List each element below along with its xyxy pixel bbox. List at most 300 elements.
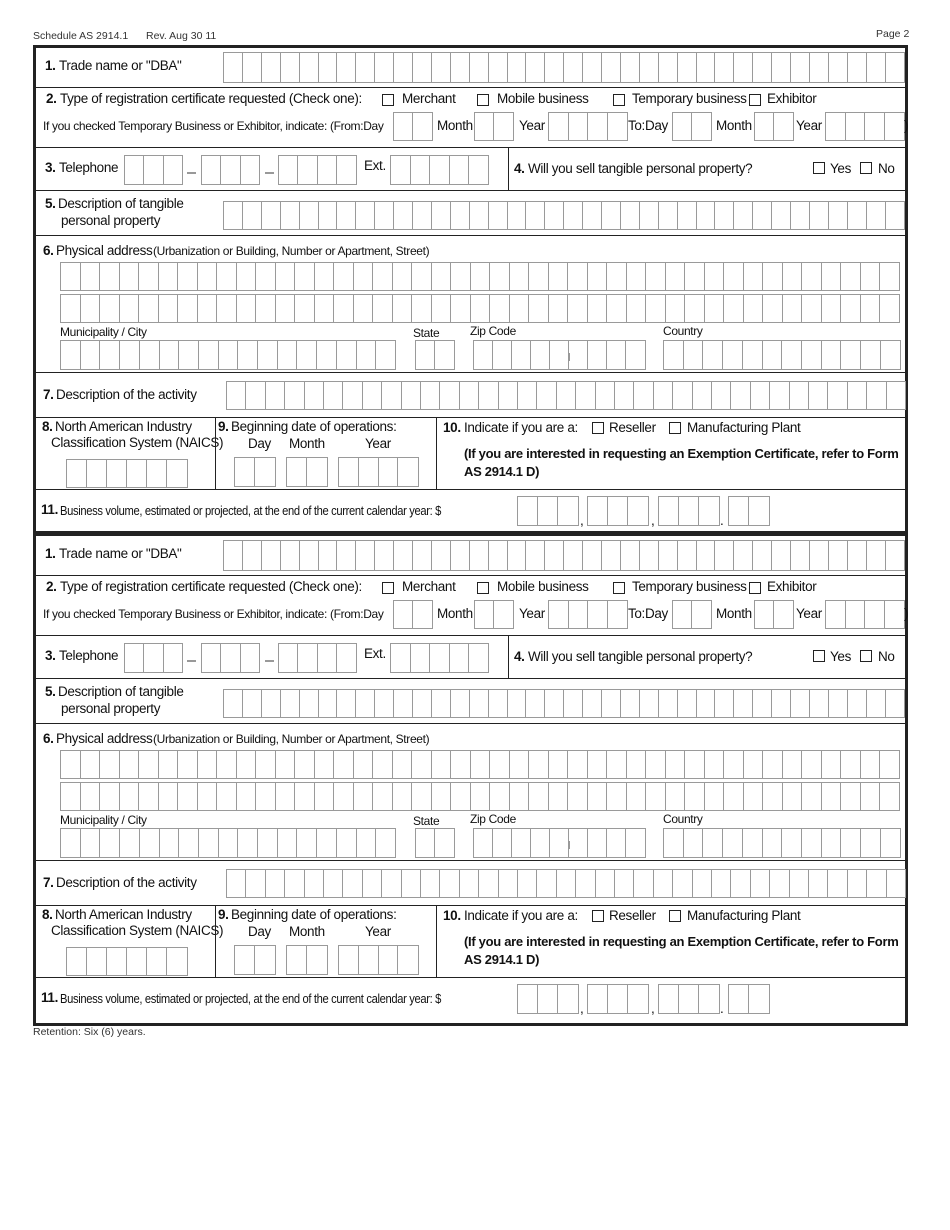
trade-name-box[interactable]	[261, 52, 281, 83]
address-line-2-box[interactable]	[216, 294, 237, 323]
activity-description-box[interactable]	[323, 381, 344, 410]
tangible-description-box[interactable]	[847, 689, 867, 718]
address-line-2-box[interactable]	[470, 782, 491, 811]
activity-description-box[interactable]	[730, 869, 751, 898]
address-line-1-box[interactable]	[548, 262, 569, 291]
municipality-box[interactable]	[237, 828, 258, 858]
zip-box[interactable]	[606, 828, 627, 858]
address-line-1-box[interactable]	[821, 750, 842, 779]
trade-name-box[interactable]	[450, 540, 470, 571]
country-box[interactable]	[702, 828, 723, 858]
country-box[interactable]	[821, 340, 842, 370]
to-month-box[interactable]	[754, 112, 775, 141]
country-box[interactable]	[781, 828, 802, 858]
activity-description-box[interactable]	[478, 869, 499, 898]
beginning-year-box[interactable]	[358, 457, 379, 487]
municipality-box[interactable]	[159, 340, 180, 370]
zip-box[interactable]	[530, 340, 551, 370]
tangible-description-box[interactable]	[752, 689, 772, 718]
address-line-2-box[interactable]	[528, 782, 549, 811]
tangible-description-box[interactable]	[223, 201, 243, 230]
beginning-year-box[interactable]	[338, 457, 359, 487]
to-year-box[interactable]	[884, 112, 905, 141]
municipality-box[interactable]	[218, 340, 239, 370]
phone-ext-box[interactable]	[429, 643, 450, 673]
naics-box[interactable]	[126, 459, 148, 488]
from-day-box[interactable]	[412, 112, 433, 141]
trade-name-box[interactable]	[809, 52, 829, 83]
activity-description-box[interactable]	[866, 869, 887, 898]
address-line-1-box[interactable]	[431, 750, 452, 779]
trade-name-box[interactable]	[469, 52, 489, 83]
from-year-box[interactable]	[587, 600, 608, 629]
trade-name-box[interactable]	[525, 52, 545, 83]
activity-description-box[interactable]	[633, 381, 654, 410]
activity-description-box[interactable]	[692, 381, 713, 410]
address-line-1-box[interactable]	[158, 750, 179, 779]
municipality-box[interactable]	[198, 828, 219, 858]
trade-name-box[interactable]	[242, 540, 262, 571]
address-line-1-box[interactable]	[704, 262, 725, 291]
trade-name-box[interactable]	[355, 540, 375, 571]
trade-name-box[interactable]	[639, 52, 659, 83]
address-line-2-box[interactable]	[762, 294, 783, 323]
address-line-2-box[interactable]	[489, 782, 510, 811]
country-box[interactable]	[860, 340, 881, 370]
activity-description-box[interactable]	[304, 869, 325, 898]
address-line-1-box[interactable]	[567, 750, 588, 779]
tangible-description-box[interactable]	[885, 201, 905, 230]
from-year-box[interactable]	[607, 112, 628, 141]
address-line-1-box[interactable]	[489, 750, 510, 779]
to-year-box[interactable]	[845, 600, 866, 629]
address-line-2-box[interactable]	[665, 294, 686, 323]
volume-units-box[interactable]	[658, 984, 680, 1014]
trade-name-box[interactable]	[431, 52, 451, 83]
beginning-year-box[interactable]	[378, 457, 399, 487]
address-line-2-box[interactable]	[99, 294, 120, 323]
volume-millions-box[interactable]	[537, 984, 559, 1014]
trade-name-box[interactable]	[714, 52, 734, 83]
address-line-1-box[interactable]	[470, 750, 491, 779]
tangible-description-box[interactable]	[261, 201, 281, 230]
merchant-checkbox[interactable]	[382, 94, 394, 106]
country-box[interactable]	[880, 340, 901, 370]
tangible-description-box[interactable]	[412, 689, 432, 718]
state-box[interactable]	[434, 340, 455, 370]
volume-millions-box[interactable]	[517, 984, 539, 1014]
address-line-1-box[interactable]	[431, 262, 452, 291]
tangible-description-box[interactable]	[658, 201, 678, 230]
activity-description-box[interactable]	[420, 381, 441, 410]
address-line-1-box[interactable]	[587, 750, 608, 779]
temporary-business-checkbox[interactable]	[613, 582, 625, 594]
address-line-1-box[interactable]	[528, 750, 549, 779]
address-line-2-box[interactable]	[801, 782, 822, 811]
address-line-1-box[interactable]	[665, 750, 686, 779]
address-line-1-box[interactable]	[743, 750, 764, 779]
address-line-1-box[interactable]	[333, 750, 354, 779]
trade-name-box[interactable]	[752, 52, 772, 83]
address-line-1-box[interactable]	[99, 262, 120, 291]
activity-description-box[interactable]	[750, 869, 771, 898]
phone-ext-box[interactable]	[449, 643, 470, 673]
yes-checkbox[interactable]	[813, 162, 825, 174]
activity-description-box[interactable]	[323, 869, 344, 898]
tangible-description-box[interactable]	[866, 201, 886, 230]
naics-box[interactable]	[86, 459, 108, 488]
activity-description-box[interactable]	[226, 381, 247, 410]
address-line-2-box[interactable]	[821, 294, 842, 323]
address-line-2-box[interactable]	[177, 782, 198, 811]
tangible-description-box[interactable]	[393, 689, 413, 718]
tangible-description-box[interactable]	[771, 689, 791, 718]
municipality-box[interactable]	[356, 828, 377, 858]
from-year-box[interactable]	[587, 112, 608, 141]
trade-name-box[interactable]	[677, 52, 697, 83]
address-line-2-box[interactable]	[626, 782, 647, 811]
zip-box[interactable]	[473, 340, 494, 370]
trade-name-box[interactable]	[488, 540, 508, 571]
tangible-description-box[interactable]	[318, 689, 338, 718]
address-line-2-box[interactable]	[392, 782, 413, 811]
from-day-box[interactable]	[412, 600, 433, 629]
zip-box[interactable]	[587, 828, 608, 858]
address-line-1-box[interactable]	[138, 750, 159, 779]
activity-description-box[interactable]	[808, 869, 829, 898]
phone-area-box[interactable]	[163, 155, 184, 185]
volume-units-box[interactable]	[678, 496, 700, 526]
address-line-1-box[interactable]	[294, 262, 315, 291]
address-line-1-box[interactable]	[684, 750, 705, 779]
tangible-description-box[interactable]	[318, 201, 338, 230]
address-line-1-box[interactable]	[177, 262, 198, 291]
address-line-2-box[interactable]	[60, 782, 81, 811]
address-line-2-box[interactable]	[411, 782, 432, 811]
trade-name-box[interactable]	[620, 540, 640, 571]
phone-prefix-box[interactable]	[220, 643, 241, 673]
to-day-box[interactable]	[691, 112, 712, 141]
address-line-2-box[interactable]	[333, 782, 354, 811]
zip-box[interactable]	[511, 340, 532, 370]
address-line-1-box[interactable]	[762, 750, 783, 779]
tangible-description-box[interactable]	[374, 201, 394, 230]
from-year-box[interactable]	[568, 600, 589, 629]
address-line-1-box[interactable]	[821, 262, 842, 291]
phone-ext-box[interactable]	[449, 155, 470, 185]
trade-name-box[interactable]	[544, 540, 564, 571]
municipality-box[interactable]	[375, 340, 396, 370]
tangible-description-box[interactable]	[620, 201, 640, 230]
trade-name-box[interactable]	[469, 540, 489, 571]
trade-name-box[interactable]	[866, 52, 886, 83]
tangible-description-box[interactable]	[355, 201, 375, 230]
tangible-description-box[interactable]	[714, 201, 734, 230]
tangible-description-box[interactable]	[223, 689, 243, 718]
to-day-box[interactable]	[672, 600, 693, 629]
country-box[interactable]	[663, 828, 684, 858]
activity-description-box[interactable]	[886, 381, 907, 410]
phone-line-box[interactable]	[317, 643, 338, 673]
tangible-description-box[interactable]	[885, 689, 905, 718]
address-line-2-box[interactable]	[743, 294, 764, 323]
tangible-description-box[interactable]	[752, 201, 772, 230]
trade-name-box[interactable]	[658, 540, 678, 571]
address-line-1-box[interactable]	[333, 262, 354, 291]
address-line-1-box[interactable]	[177, 750, 198, 779]
address-line-2-box[interactable]	[801, 294, 822, 323]
trade-name-box[interactable]	[507, 540, 527, 571]
trade-name-box[interactable]	[393, 540, 413, 571]
from-day-box[interactable]	[393, 600, 414, 629]
tangible-description-box[interactable]	[771, 201, 791, 230]
activity-description-box[interactable]	[517, 869, 538, 898]
phone-line-box[interactable]	[297, 643, 318, 673]
country-box[interactable]	[801, 340, 822, 370]
trade-name-box[interactable]	[355, 52, 375, 83]
address-line-2-box[interactable]	[704, 294, 725, 323]
no-checkbox[interactable]	[860, 162, 872, 174]
address-line-2-box[interactable]	[528, 294, 549, 323]
trade-name-box[interactable]	[450, 52, 470, 83]
country-box[interactable]	[722, 340, 743, 370]
zip-box[interactable]	[625, 340, 646, 370]
address-line-2-box[interactable]	[236, 782, 257, 811]
address-line-2-box[interactable]	[606, 294, 627, 323]
activity-description-box[interactable]	[769, 869, 790, 898]
address-line-2-box[interactable]	[333, 294, 354, 323]
country-box[interactable]	[781, 340, 802, 370]
municipality-box[interactable]	[277, 340, 298, 370]
tangible-description-box[interactable]	[450, 201, 470, 230]
tangible-description-box[interactable]	[393, 201, 413, 230]
address-line-2-box[interactable]	[860, 782, 881, 811]
trade-name-box[interactable]	[336, 540, 356, 571]
activity-description-box[interactable]	[633, 869, 654, 898]
trade-name-box[interactable]	[714, 540, 734, 571]
municipality-box[interactable]	[237, 340, 258, 370]
activity-description-box[interactable]	[866, 381, 887, 410]
trade-name-box[interactable]	[885, 52, 905, 83]
municipality-box[interactable]	[60, 340, 81, 370]
activity-description-box[interactable]	[886, 869, 907, 898]
beginning-month-box[interactable]	[306, 945, 328, 975]
activity-description-box[interactable]	[284, 869, 305, 898]
activity-description-box[interactable]	[362, 381, 383, 410]
address-line-2-box[interactable]	[665, 782, 686, 811]
address-line-1-box[interactable]	[411, 750, 432, 779]
activity-description-box[interactable]	[847, 381, 868, 410]
activity-description-box[interactable]	[284, 381, 305, 410]
activity-description-box[interactable]	[827, 869, 848, 898]
beginning-month-box[interactable]	[286, 457, 308, 487]
naics-box[interactable]	[166, 459, 188, 488]
municipality-box[interactable]	[356, 340, 377, 370]
address-line-2-box[interactable]	[177, 294, 198, 323]
address-line-2-box[interactable]	[431, 294, 452, 323]
address-line-2-box[interactable]	[762, 782, 783, 811]
activity-description-box[interactable]	[556, 869, 577, 898]
trade-name-box[interactable]	[790, 540, 810, 571]
address-line-1-box[interactable]	[450, 750, 471, 779]
address-line-1-box[interactable]	[411, 262, 432, 291]
address-line-2-box[interactable]	[236, 294, 257, 323]
trade-name-box[interactable]	[318, 540, 338, 571]
volume-units-box[interactable]	[698, 496, 720, 526]
address-line-2-box[interactable]	[119, 782, 140, 811]
trade-name-box[interactable]	[412, 540, 432, 571]
tangible-description-box[interactable]	[658, 689, 678, 718]
address-line-2-box[interactable]	[684, 294, 705, 323]
naics-box[interactable]	[146, 947, 168, 976]
naics-box[interactable]	[86, 947, 108, 976]
activity-description-box[interactable]	[711, 381, 732, 410]
address-line-1-box[interactable]	[626, 750, 647, 779]
address-line-2-box[interactable]	[158, 782, 179, 811]
country-box[interactable]	[762, 828, 783, 858]
municipality-box[interactable]	[99, 828, 120, 858]
volume-cents-box[interactable]	[728, 496, 750, 526]
activity-description-box[interactable]	[595, 381, 616, 410]
address-line-1-box[interactable]	[548, 750, 569, 779]
volume-millions-box[interactable]	[557, 984, 579, 1014]
naics-box[interactable]	[66, 459, 88, 488]
address-line-1-box[interactable]	[684, 262, 705, 291]
zip-box[interactable]	[549, 828, 570, 858]
address-line-1-box[interactable]	[840, 262, 861, 291]
naics-box[interactable]	[106, 459, 128, 488]
mobile-business-checkbox[interactable]	[477, 582, 489, 594]
phone-ext-box[interactable]	[410, 155, 431, 185]
address-line-1-box[interactable]	[236, 750, 257, 779]
volume-units-box[interactable]	[698, 984, 720, 1014]
phone-line-box[interactable]	[297, 155, 318, 185]
beginning-month-box[interactable]	[306, 457, 328, 487]
trade-name-box[interactable]	[677, 540, 697, 571]
address-line-1-box[interactable]	[158, 262, 179, 291]
tangible-description-box[interactable]	[601, 201, 621, 230]
municipality-box[interactable]	[257, 828, 278, 858]
country-box[interactable]	[742, 828, 763, 858]
manufacturing-plant-checkbox[interactable]	[669, 910, 681, 922]
beginning-year-box[interactable]	[378, 945, 399, 975]
yes-checkbox[interactable]	[813, 650, 825, 662]
zip-box[interactable]	[568, 340, 589, 370]
tangible-description-box[interactable]	[639, 689, 659, 718]
municipality-box[interactable]	[316, 828, 337, 858]
tangible-description-box[interactable]	[696, 689, 716, 718]
municipality-box[interactable]	[80, 828, 101, 858]
activity-description-box[interactable]	[789, 381, 810, 410]
address-line-1-box[interactable]	[587, 262, 608, 291]
trade-name-box[interactable]	[601, 540, 621, 571]
tangible-description-box[interactable]	[280, 689, 300, 718]
trade-name-box[interactable]	[809, 540, 829, 571]
address-line-2-box[interactable]	[509, 294, 530, 323]
phone-ext-box[interactable]	[410, 643, 431, 673]
naics-box[interactable]	[146, 459, 168, 488]
trade-name-box[interactable]	[223, 52, 243, 83]
municipality-box[interactable]	[296, 340, 317, 370]
beginning-day-box[interactable]	[234, 457, 256, 487]
trade-name-box[interactable]	[261, 540, 281, 571]
activity-description-box[interactable]	[847, 869, 868, 898]
beginning-year-box[interactable]	[397, 457, 418, 487]
activity-description-box[interactable]	[595, 869, 616, 898]
zip-box[interactable]	[625, 828, 646, 858]
tangible-description-box[interactable]	[601, 689, 621, 718]
volume-cents-box[interactable]	[728, 984, 750, 1014]
address-line-1-box[interactable]	[743, 262, 764, 291]
activity-description-box[interactable]	[789, 869, 810, 898]
address-line-1-box[interactable]	[372, 262, 393, 291]
trade-name-box[interactable]	[431, 540, 451, 571]
activity-description-box[interactable]	[459, 869, 480, 898]
tangible-description-box[interactable]	[525, 689, 545, 718]
trade-name-box[interactable]	[771, 540, 791, 571]
trade-name-box[interactable]	[885, 540, 905, 571]
trade-name-box[interactable]	[771, 52, 791, 83]
to-day-box[interactable]	[672, 112, 693, 141]
tangible-description-box[interactable]	[450, 689, 470, 718]
phone-line-box[interactable]	[336, 643, 357, 673]
address-line-1-box[interactable]	[119, 262, 140, 291]
address-line-1-box[interactable]	[60, 262, 81, 291]
address-line-1-box[interactable]	[275, 750, 296, 779]
from-month-box[interactable]	[493, 112, 514, 141]
phone-ext-box[interactable]	[468, 155, 489, 185]
address-line-2-box[interactable]	[606, 782, 627, 811]
address-line-2-box[interactable]	[470, 294, 491, 323]
tangible-description-box[interactable]	[336, 689, 356, 718]
activity-description-box[interactable]	[420, 869, 441, 898]
municipality-box[interactable]	[336, 340, 357, 370]
beginning-year-box[interactable]	[338, 945, 359, 975]
address-line-2-box[interactable]	[275, 782, 296, 811]
zip-box[interactable]	[492, 340, 513, 370]
to-year-box[interactable]	[845, 112, 866, 141]
address-line-2-box[interactable]	[723, 294, 744, 323]
address-line-1-box[interactable]	[879, 262, 900, 291]
temporary-business-checkbox[interactable]	[613, 94, 625, 106]
address-line-1-box[interactable]	[489, 262, 510, 291]
tangible-description-box[interactable]	[374, 689, 394, 718]
address-line-1-box[interactable]	[216, 750, 237, 779]
address-line-2-box[interactable]	[294, 294, 315, 323]
phone-prefix-box[interactable]	[240, 155, 261, 185]
address-line-2-box[interactable]	[548, 294, 569, 323]
trade-name-box[interactable]	[299, 52, 319, 83]
activity-description-box[interactable]	[401, 869, 422, 898]
address-line-2-box[interactable]	[782, 294, 803, 323]
country-box[interactable]	[702, 340, 723, 370]
trade-name-box[interactable]	[280, 52, 300, 83]
activity-description-box[interactable]	[439, 869, 460, 898]
tangible-description-box[interactable]	[828, 201, 848, 230]
tangible-description-box[interactable]	[261, 689, 281, 718]
address-line-1-box[interactable]	[197, 262, 218, 291]
country-box[interactable]	[840, 828, 861, 858]
to-year-box[interactable]	[825, 600, 846, 629]
address-line-1-box[interactable]	[392, 750, 413, 779]
to-month-box[interactable]	[773, 112, 794, 141]
state-box[interactable]	[434, 828, 455, 858]
to-year-box[interactable]	[864, 112, 885, 141]
address-line-1-box[interactable]	[606, 262, 627, 291]
address-line-1-box[interactable]	[99, 750, 120, 779]
tangible-description-box[interactable]	[525, 201, 545, 230]
phone-ext-box[interactable]	[429, 155, 450, 185]
